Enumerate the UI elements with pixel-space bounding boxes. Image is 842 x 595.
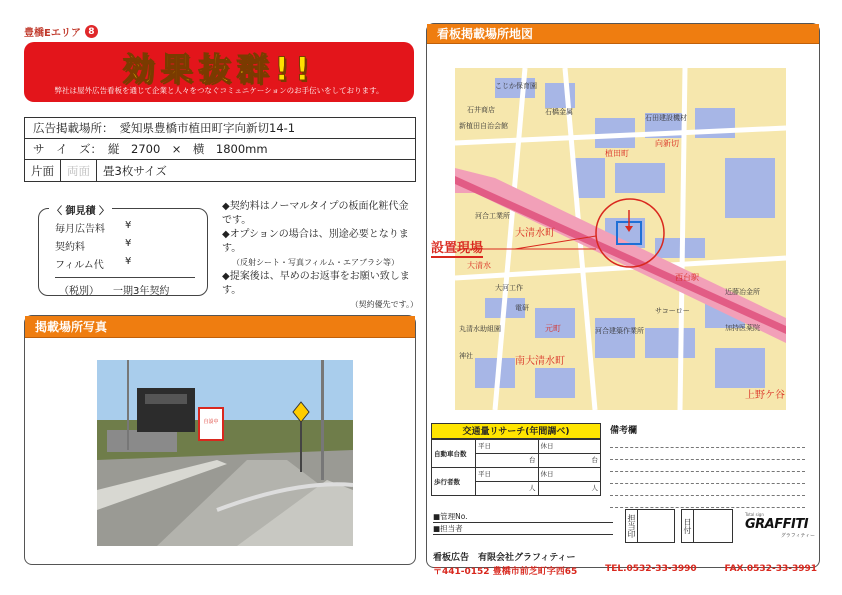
side-double: 両面 bbox=[61, 160, 97, 181]
location-row bbox=[25, 118, 415, 139]
map-label: サコーロー bbox=[655, 307, 690, 315]
map-label: 元町 bbox=[545, 324, 561, 333]
traffic-title: 交通量リサーチ(年間調べ) bbox=[431, 423, 601, 439]
estimate-row: フィルム代 ¥ bbox=[55, 256, 132, 271]
company-logo: Total sign GRAFFITI グラフィティー bbox=[745, 512, 815, 539]
map-label: 大河工作 bbox=[495, 284, 523, 292]
company-contact bbox=[433, 564, 827, 577]
weekday-label: 平日 bbox=[476, 440, 539, 454]
side-value: 畳3枚サイズ bbox=[103, 163, 167, 178]
headline-subtitle: 弊社は屋外広告看板を通じて企業と人々をつなぐコミュニケーションのお手伝いをしております。 bbox=[54, 86, 384, 95]
company-name: 看板広告 有限会社グラフィティー bbox=[433, 553, 576, 563]
mgmt-no-field[interactable]: ■管理No. bbox=[433, 511, 613, 523]
area-label: 豊橋Eエリア bbox=[24, 28, 81, 39]
photo-section bbox=[24, 315, 416, 565]
map-label: 加持医薬院 bbox=[725, 324, 760, 332]
map-label: 植田町 bbox=[605, 149, 629, 158]
map-label: 大清水 bbox=[467, 261, 491, 270]
walk-unit: 人 bbox=[538, 482, 601, 496]
side-row bbox=[25, 160, 415, 181]
headline-title: 効果抜群!! bbox=[122, 50, 316, 88]
map-label: 向新切 bbox=[655, 139, 679, 148]
map-label: 石井商店 bbox=[467, 106, 495, 114]
map-frame bbox=[426, 23, 820, 577]
map-label: 新植田自治会館 bbox=[459, 122, 508, 130]
map-label: 神社 bbox=[459, 352, 473, 360]
notes bbox=[222, 200, 418, 312]
car-unit: 台 bbox=[476, 454, 539, 468]
walk-label: 歩行者数 bbox=[432, 468, 476, 496]
traffic-research bbox=[431, 423, 601, 496]
company-address: 〒441-0152 豊橋市前芝町字西65 bbox=[433, 567, 578, 577]
holiday-label: 休日 bbox=[538, 440, 601, 454]
estimate-row: 毎月広告料 ¥ bbox=[55, 220, 132, 235]
company-tel: TEL.0532-33-3990 bbox=[605, 564, 697, 574]
map-label: こじか保育園 bbox=[495, 82, 537, 90]
map-label: 近藤冶金所 bbox=[725, 288, 760, 296]
map-label: 石橋金属 bbox=[545, 108, 573, 116]
estimate-title: 〈 御見積 〉 bbox=[49, 202, 112, 217]
car-unit: 台 bbox=[538, 454, 601, 468]
map-label: 河合建築作業所 bbox=[595, 327, 644, 335]
car-label: 自動車台数 bbox=[432, 440, 476, 468]
site-map[interactable] bbox=[455, 68, 786, 410]
side-single: 片面 bbox=[25, 160, 61, 181]
management bbox=[433, 511, 613, 535]
note-2: ◆オプションの場合は、別途必要となります。 bbox=[222, 229, 409, 254]
holiday-label: 休日 bbox=[538, 468, 601, 482]
estimate-row: 契約料 ¥ bbox=[55, 238, 132, 253]
note-1: ◆契約料はノーマルタイプの板面化粧代金です。 bbox=[222, 201, 409, 226]
info-table bbox=[24, 117, 416, 182]
sign-text: 自設中 bbox=[203, 419, 219, 425]
map-label: 南大清水町 bbox=[515, 356, 565, 367]
location-value: 愛知県豊橋市植田町字向新切14-1 bbox=[119, 121, 296, 135]
date-box[interactable]: 日付 bbox=[681, 509, 733, 543]
stamp-box[interactable]: 担当印 bbox=[625, 509, 675, 543]
site-label: 設置現場 bbox=[431, 237, 483, 258]
map-label: 西台駅 bbox=[675, 273, 699, 282]
traffic-table bbox=[431, 439, 601, 496]
map-label: 河合工業所 bbox=[475, 212, 510, 220]
weekday-label: 平日 bbox=[476, 468, 539, 482]
remarks[interactable] bbox=[610, 423, 805, 508]
note-3: ◆提案後は、早めのお返事をお願い致します。 bbox=[222, 271, 410, 296]
headline-banner bbox=[24, 42, 414, 102]
map-label: 石田建設機材 bbox=[645, 114, 687, 122]
photo-section-title: 掲載場所写真 bbox=[25, 316, 415, 338]
site-photo bbox=[97, 360, 353, 546]
location-label: 広告掲載場所： bbox=[33, 121, 114, 135]
map-label: 電研 bbox=[515, 304, 529, 312]
size-label: サ イ ズ： bbox=[33, 142, 102, 156]
map-label: 上野ケ谷 bbox=[745, 390, 785, 401]
staff-field[interactable]: ■担当者 bbox=[433, 523, 613, 535]
map-section-title: 看板掲載場所地図 bbox=[427, 24, 819, 44]
map-label: 大清水町 bbox=[515, 228, 555, 239]
walk-unit: 人 bbox=[476, 482, 539, 496]
note-2-sub: （反射シート・写真フィルム・エアブラシ等） bbox=[232, 258, 400, 267]
size-value: 縦 2700 × 横 1800mm bbox=[108, 142, 268, 156]
company-fax: FAX.0532-33-3991 bbox=[724, 564, 817, 574]
estimate-term: （税別） 一期3年契約 bbox=[59, 286, 170, 297]
area-tag bbox=[24, 24, 98, 39]
size-row bbox=[25, 139, 415, 160]
area-number: 8 bbox=[85, 25, 98, 38]
map-label: 丸清水助組園 bbox=[459, 325, 501, 333]
note-3-sub: （契約優先です。） bbox=[350, 300, 418, 309]
estimate-box bbox=[38, 208, 208, 296]
remarks-title: 備考欄 bbox=[610, 426, 638, 436]
